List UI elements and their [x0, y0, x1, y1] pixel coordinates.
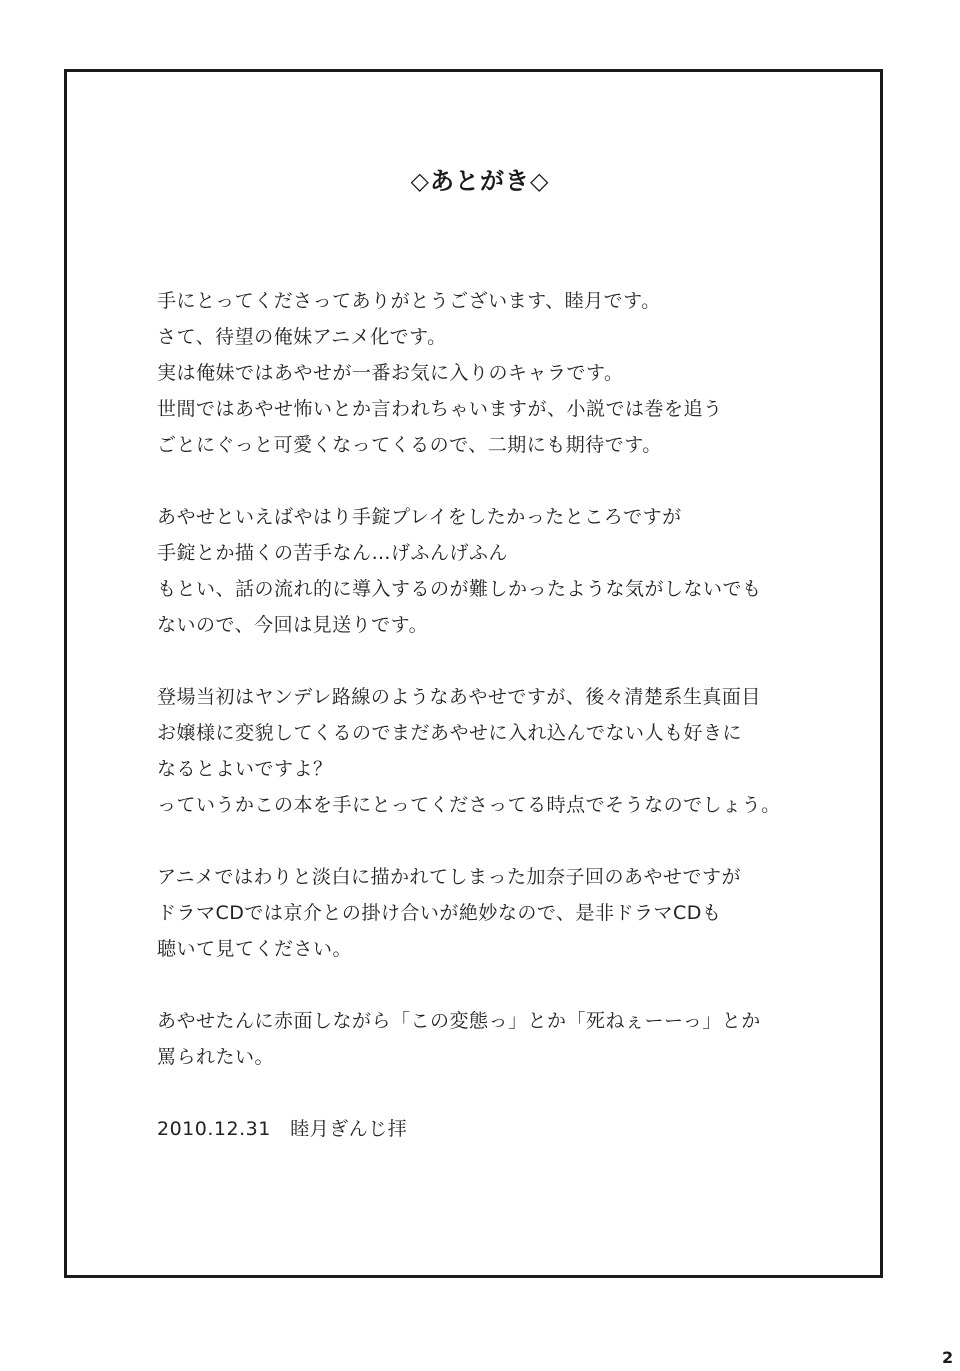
paragraph-4	[157, 859, 857, 967]
text-line: お嬢様に変貌してくるのでまだあやせに入れ込んでない人も好きに	[157, 722, 743, 744]
text-line: あやせといえばやはり手錠プレイをしたかったところですが	[157, 506, 682, 528]
text-line: さて、待望の俺妹アニメ化です。	[157, 326, 447, 348]
text-line: なるとよいですよ？	[157, 758, 333, 780]
text-line: 実は俺妹ではあやせが一番お気に入りのキャラです。	[157, 362, 624, 384]
text-line: 罵られたい。	[157, 1046, 275, 1068]
page-title: ◇あとがき◇	[410, 167, 550, 195]
text-line: 聴いて見てください。	[157, 938, 353, 960]
text-line: 世間ではあやせ怖いとか言われちゃいますが、小説では巻を追う	[157, 398, 723, 420]
text-line: ごとにぐっと可愛くなってくるので、二期にも期待です。	[157, 434, 662, 456]
text-line: 手にとってくださってありがとうございます、睦月です。	[157, 290, 661, 312]
text-line: もとい、話の流れ的に導入するのが難しかったような気がしないでも	[157, 578, 762, 600]
text-line: 手錠とか描くの苦手なん…げふんげふん	[157, 542, 509, 564]
text-line: っていうかこの本を手にとってくださってる時点でそうなのでしょう。	[157, 794, 781, 816]
paragraph-5	[157, 1003, 857, 1075]
text-line: アニメではわりと淡白に描かれてしまった加奈子回のあやせですが	[157, 866, 742, 888]
text-line: ないので、今回は見送りです。	[157, 614, 429, 636]
paragraph-1	[157, 283, 857, 463]
page-number: 2	[942, 1348, 954, 1367]
text-line: ドラマCDでは京介との掛け合いが絶妙なので、是非ドラマCDも	[157, 902, 722, 924]
text-line: あやせたんに赤面しながら「この変態っ」とか「死ねぇーーっ」とか	[157, 1010, 761, 1032]
text-line: 登場当初はヤンデレ路線のようなあやせですが、後々清楚系生真面目	[157, 686, 761, 708]
paragraph-3	[157, 679, 857, 823]
signature-line: 2010.12.31 睦月ぎんじ拝	[157, 1118, 408, 1140]
paragraph-2	[157, 499, 857, 643]
afterword-body	[157, 283, 857, 1147]
